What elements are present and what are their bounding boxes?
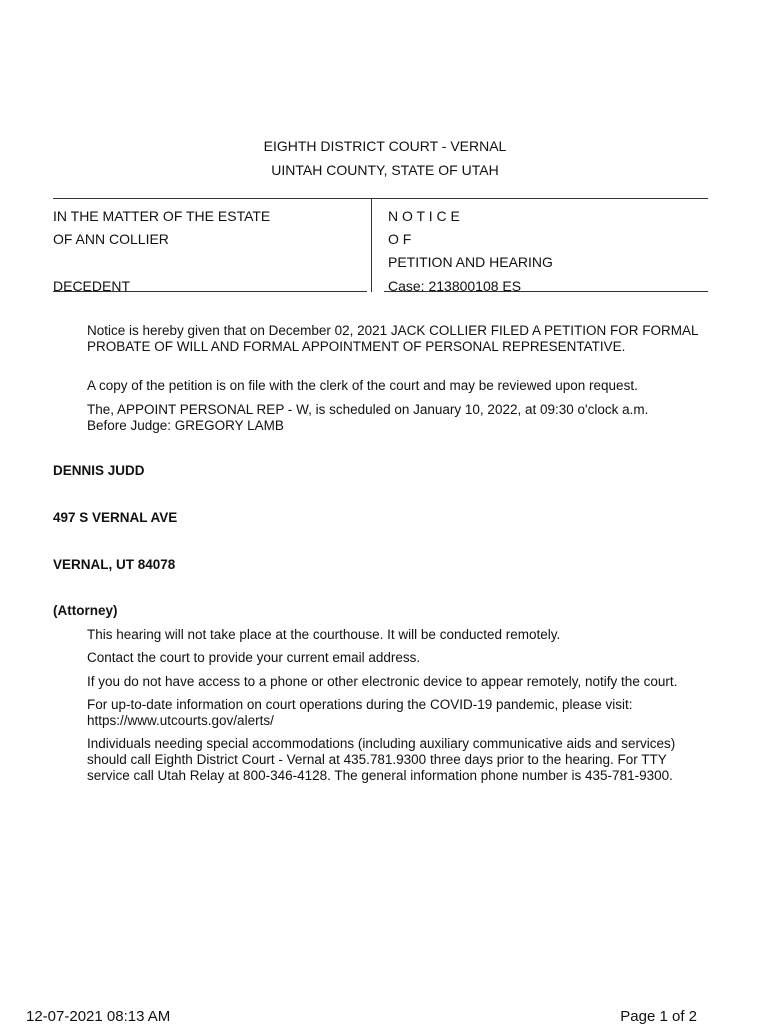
case-number: Case: 213800108 ES [388,278,522,294]
hearing-schedule: The, APPOINT PERSONAL REP - W, is scheduled on January 10, 2022, at 09:30 o'clock a.m. [87,402,649,417]
decedent-label: DECEDENT [53,278,131,294]
page-indicator: Page 1 of 2 [620,1008,697,1025]
county-state: UINTAH COUNTY, STATE OF UTAH [271,162,499,178]
attorney-role: (Attorney) [53,603,118,618]
attorney-name: DENNIS JUDD [53,463,145,478]
attorney-city: VERNAL, UT 84078 [53,557,176,572]
alerts-url: https://www.utcourts.gov/alerts/ [87,713,274,728]
attorney-street: 497 S VERNAL AVE [53,510,178,525]
device-paragraph: If you do not have access to a phone or other electronic device to appear remotely, notify the court. [87,674,678,689]
notice-of: O F [388,231,412,247]
judge-line: Before Judge: GREGORY LAMB [87,418,284,433]
court-name: EIGHTH DISTRICT COURT - VERNAL [263,138,507,154]
petition-copy-paragraph: A copy of the petition is on file with the clerk of the court and may be reviewed upon request. [87,378,638,393]
estate-name-line: OF ANN COLLIER [53,231,169,247]
notice-title: N O T I C E [388,208,460,224]
email-paragraph: Contact the court to provide your current email address. [87,650,421,665]
caption-top-rule [53,198,708,199]
covid-info-line: For up-to-date information on court operations during the COVID-19 pandemic, please visit: [87,697,633,712]
caption-divider [371,198,372,292]
footer-timestamp: 12-07-2021 08:13 AM [26,1008,171,1025]
notice-subject: PETITION AND HEARING [388,254,553,270]
notice-paragraph: Notice is hereby given that on December 02, 2021 JACK COLLIER FILED A PETITION FOR FORMAL PROBATE OF WILL AND FORMAL APPOINTMENT OF PERSONAL REPRESENTATIVE. [87,323,698,354]
remote-hearing-paragraph: This hearing will not take place at the courthouse. It will be conducted remotely. [87,627,561,642]
estate-matter-line: IN THE MATTER OF THE ESTATE [53,208,271,224]
accommodations-paragraph: Individuals needing special accommodations (including auxiliary communicative aids and services) should call Eighth District Court - Vernal at 435.781.9300 three days prior to the hearing. For TTY service call Utah Relay at 800-346-4128. The general information phone number is 435-781-9300. [87,736,676,783]
